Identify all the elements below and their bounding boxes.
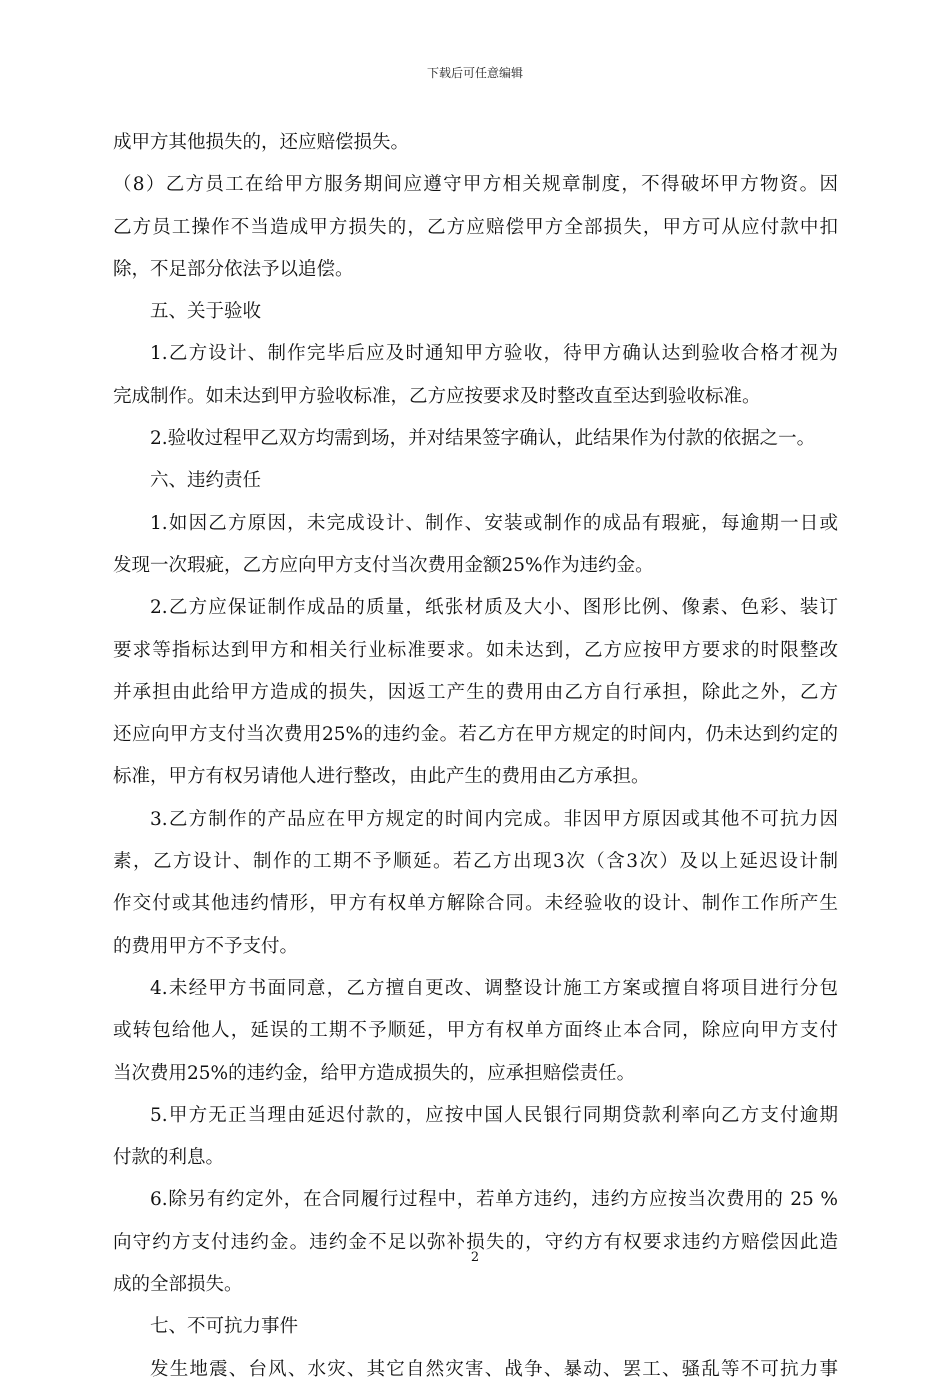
- text-line: 作交付或其他违约情形，甲方有权单方解除合同。未经验收的设计、制作工作所产生: [113, 893, 838, 915]
- text-line: 1.乙方设计、制作完毕后应及时通知甲方验收，待甲方确认达到验收合格才视为: [150, 343, 838, 365]
- text-line: 或转包给他人，延误的工期不予顺延，甲方有权单方面终止本合同，除应向甲方支付: [113, 1020, 838, 1042]
- text-line: （8）乙方员工在给甲方服务期间应遵守甲方相关规章制度，不得破坏甲方物资。因: [113, 174, 838, 196]
- text-line: 3.乙方制作的产品应在甲方规定的时间内完成。非因甲方原因或其他不可抗力因: [150, 808, 838, 830]
- text-line: 付款的利息。: [113, 1147, 225, 1169]
- text-line: 4.未经甲方书面同意，乙方擅自更改、调整设计施工方案或擅自将项目进行分包: [150, 977, 838, 999]
- page-header: 下载后可任意编辑: [426, 66, 523, 80]
- text-line: 标准，甲方有权另请他人进行整改，由此产生的费用由乙方承担。: [113, 766, 650, 788]
- page-number: 2: [470, 1250, 480, 1265]
- text-line: 五、关于验收: [150, 301, 262, 323]
- text-line: 六、违约责任: [150, 470, 262, 492]
- text-line: 的费用甲方不予支付。: [113, 935, 299, 957]
- text-line: 2.乙方应保证制作成品的质量，纸张材质及大小、图形比例、像素、色彩、装订: [150, 597, 838, 619]
- text-line: 1.如因乙方原因，未完成设计、制作、安装或制作的成品有瑕疵，每逾期一日或: [150, 512, 838, 534]
- text-line: 当次费用25%的违约金，给甲方造成损失的，应承担赔偿责任。: [113, 1062, 636, 1084]
- text-line: 成的全部损失。: [113, 1274, 243, 1296]
- text-line: 2.验收过程甲乙双方均需到场，并对结果签字确认，此结果作为付款的依据之一。: [150, 428, 816, 450]
- document-body: [113, 122, 838, 1391]
- text-line: 5.甲方无正当理由延迟付款的，应按中国人民银行同期贷款利率向乙方支付逾期: [150, 1104, 838, 1126]
- text-line: 6.除另有约定外，在合同履行过程中，若单方违约，违约方应按当次费用的 25 %: [150, 1189, 838, 1211]
- text-line: 七、不可抗力事件: [150, 1316, 299, 1338]
- text-line: 还应向甲方支付当次费用25%的违约金。若乙方在甲方规定的时间内，仍未达到约定的: [113, 724, 838, 746]
- text-line: 乙方员工操作不当造成甲方损失的，乙方应赔偿甲方全部损失，甲方可从应付款中扣: [113, 216, 838, 238]
- text-line: 除，不足部分依法予以追偿。: [113, 258, 354, 280]
- text-line: 并承担由此给甲方造成的损失，因返工产生的费用由乙方自行承担，除此之外，乙方: [113, 681, 838, 703]
- text-line: 向守约方支付违约金。违约金不足以弥补损失的，守约方有权要求违约方赔偿因此造: [113, 1231, 838, 1253]
- text-line: 发生地震、台风、水灾、其它自然灾害、战争、暴动、罢工、骚乱等不可抗力事: [150, 1358, 838, 1380]
- text-line: 素，乙方设计、制作的工期不予顺延。若乙方出现3次（含3次）及以上延迟设计制: [113, 851, 838, 873]
- text-line: 成甲方其他损失的，还应赔偿损失。: [113, 132, 410, 153]
- text-line: 要求等指标达到甲方和相关行业标准要求。如未达到，乙方应按甲方要求的时限整改: [113, 639, 838, 661]
- text-line: 完成制作。如未达到甲方验收标准，乙方应按要求及时整改直至达到验收标准。: [113, 385, 761, 407]
- text-line: 发现一次瑕疵，乙方应向甲方支付当次费用金额25%作为违约金。: [113, 554, 654, 576]
